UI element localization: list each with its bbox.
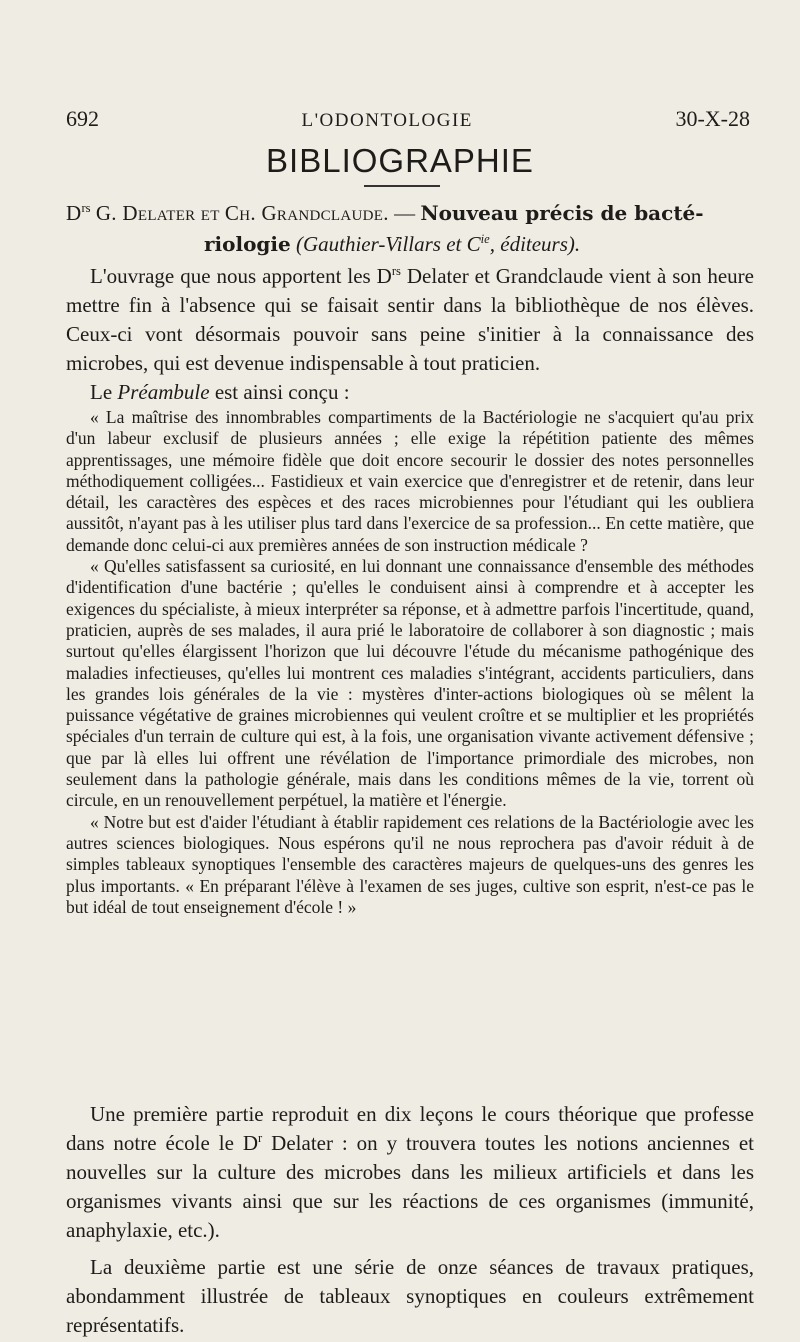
intro-paragraph-2 bbox=[66, 378, 754, 407]
citation-dr-prefix: D bbox=[66, 201, 82, 225]
section-title: BIBLIOGRAPHIE bbox=[266, 142, 534, 179]
intro-p1-sup: rs bbox=[391, 264, 401, 278]
quote-paragraph-3: « Notre but est d'aider l'étudiant à établir rapidement ces relations de la Bactériologie avec les autres sciences biologiques. Nous espérons qu'il ne nous reprochera pas d'avoir réduit à de simples tableaux synoptiques l'ensemble des caractères majeurs de quelques-uns des genres les plus importants. « En préparant l'élève à l'examen de ses juges, cultive son esprit, n'est-ce pas le but idéal de tout enseignement d'école ! » bbox=[66, 811, 754, 917]
closing-p1-rest: Delater : on y trouvera toutes les notions anciennes et nouvelles sur la culture des microbes dans les milieux artificiels et dans les organismes vivants ainsi que sur les réactions de ces organismes (immunité, anaphylaxie, etc.). bbox=[66, 1131, 754, 1242]
quote-paragraph-1: « La maîtrise des innombrables compartiments de la Bactériologie ne s'acquiert qu'au prix d'un labeur exclusif de plusieurs années ; elle exige la répétition patiente des mêmes apprentissages, une mémoire fidèle que doit encore secourir le dossier des notes personnelles méthodiquement colligées... Fastidieux et vain exercice que d'enregistrer et de retenir, dans leur détail, les caractères des espèces et des races microbiennes pour l'étudiant qui les oubliera aussitôt, n'ayant pas à les utiliser plus tard dans l'exercice de sa profession... En cette matière, que demande donc celui-ci aux premières années de son instruction médicale ? bbox=[66, 407, 754, 555]
intro-p2-end: est ainsi conçu : bbox=[209, 380, 350, 404]
title-rule bbox=[364, 185, 440, 187]
page-number: 692 bbox=[66, 106, 99, 131]
book-citation bbox=[66, 198, 754, 260]
intro-p1-start: L'ouvrage que nous apportent les D bbox=[90, 264, 392, 288]
publisher: (Gauthier-Villars et C bbox=[295, 232, 481, 256]
citation-author-2: Ch. Grandclaude. bbox=[224, 201, 389, 225]
citation-author-1: G. Delater bbox=[95, 201, 196, 225]
issue-date: 30-X-28 bbox=[675, 106, 750, 131]
closing-paragraph-2: La deuxième partie est une série de onze séances de travaux pratiques, abondamment illustrée de tableaux synoptiques en couleurs extrêmement représentatifs. bbox=[66, 1255, 754, 1337]
citation-line-2 bbox=[66, 229, 754, 260]
citation-dr-sup: rs bbox=[81, 201, 91, 215]
intro-p2-em: Préambule bbox=[117, 380, 210, 404]
preamble-quote bbox=[66, 407, 754, 918]
citation-dash: — bbox=[394, 201, 416, 225]
publisher-sup: ie bbox=[480, 232, 490, 246]
intro-text bbox=[66, 262, 754, 407]
publisher-end: , éditeurs). bbox=[489, 232, 581, 256]
intro-paragraph-1 bbox=[66, 262, 754, 378]
closing-paragraph-1 bbox=[66, 1100, 754, 1245]
quote-paragraph-2: « Qu'elles satisfassent sa curiosité, en lui donnant une connaissance d'ensemble des méthodes d'identification d'une bactérie ; qu'elles le conduisent ainsi à comprendre et à accepter les exigences du spécialiste, à mieux interpréter sa réponse, et à admettre parfois l'incertitude, quand, praticien, auprès de ses malades, il aura prié le laboratoire de collaborer à son diagnostic ; mais surtout qu'elles élargissent l'horizon que lui découvre l'étude du mécanisme pathogénique des maladies infectieuses, qu'elles lui montrent ces maladies s'intégrant, accidents particuliers, dans les grandes lois générales de la vie : mystères d'inter-actions biologiques où se mêlent la puissance végétative de graines microbiennes qui veulent croître et se multiplier et les propriétés spéciales d'un terrain de culture qui est, à la fois, une organisation vivante activement défensive ; que par là elles lui offrent une révélation de l'importance primordiale des microbes, non seulement dans la pathologie générale, mais dans les conditions mêmes de la vie, torrent où circule, en un renouvellement perpétuel, la matière et l'énergie. bbox=[66, 556, 754, 811]
book-title-part-1: Nouveau précis de bacté- bbox=[420, 201, 704, 225]
running-header bbox=[66, 106, 750, 132]
closing-text bbox=[66, 1100, 754, 1340]
closing-p1-start: Une première partie reproduit en dix leçons le cours théorique que professe dans notre école le D bbox=[66, 1102, 754, 1155]
journal-title: L'ODONTOLOGIE bbox=[301, 110, 473, 131]
citation-and: et bbox=[200, 201, 220, 225]
intro-p2-start: Le bbox=[90, 380, 118, 404]
closing-p1-sup: r bbox=[258, 1131, 263, 1145]
intro-p1-rest: Delater et Grandclaude vient à son heure mettre fin à l'absence qui se faisait sentir dans la bibliothèque de nos élèves. Ceux-ci vont désormais pouvoir sans peine s'initier à la connaissance des microbes, qui est devenue indispensable à tout praticien. bbox=[66, 264, 754, 375]
book-title-part-2: riologie bbox=[204, 232, 291, 256]
